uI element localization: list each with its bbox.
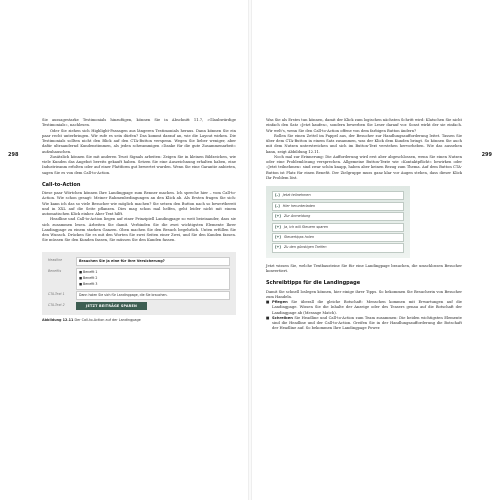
right-page xyxy=(252,0,500,500)
figure-benefit-item: ■ Benefit 2 xyxy=(79,276,98,280)
tips-bullet-lead: Schreiben xyxy=(272,315,293,320)
figure-benefits-list xyxy=(76,268,230,290)
cta-example-item: [–] Hier herunterladen xyxy=(272,202,404,211)
figure-benefits-row xyxy=(48,268,230,290)
figure-benefits-label: Benefits xyxy=(48,268,62,273)
minus-icon: [–] xyxy=(275,193,280,198)
right-page-body xyxy=(266,118,462,332)
minus-icon: [–] xyxy=(275,203,280,208)
tips-bullet-text: Sie Headline und Call-to-Action zum Team zusammen: Die beiden wichtigsten Elemente sind die Headline und der Call-to-Action. Greifen Sie in der Handlungsaufforderung die Botschaft der Headline auf. So bekommen Ihre Landingpage Power. xyxy=(272,315,462,331)
figure-caption-text: Der Call-to-Action auf der Landingpage xyxy=(74,318,141,323)
section-heading-tips: Schreibtipps für die Landingpage xyxy=(266,280,361,287)
right-after-paragraph: Jetzt wissen Sie, welche Textbausteine Sie für eine Landingpage brauchen, die umschlossen Besucher konvertiert. xyxy=(266,263,462,274)
page-number-right: 299 xyxy=(481,152,492,158)
cta-example-item: [+] Zu den günstigen Tarifen xyxy=(272,243,404,252)
figure-benefit-item: ■ Benefit 3 xyxy=(79,281,98,286)
figure-cta-text1-label: CTA-Text 1 xyxy=(48,292,65,296)
figure-cta-example xyxy=(42,252,236,316)
figure-headline-row xyxy=(48,257,230,266)
cta-example-item: [+] Ja, ich will Steuern sparen xyxy=(272,223,404,232)
figure-cta-text1-row xyxy=(48,291,230,300)
page-number-left: 298 xyxy=(8,152,19,158)
figure-caption-number: Abbildung 12.11 xyxy=(42,318,74,323)
left-page-body xyxy=(42,118,236,324)
bullet-square-icon: ■ xyxy=(266,315,270,320)
left-paragraph-2: Oder Sie ziehen sich Highlight-Passagen aus längeren Testimonials heraus. Dann können Sie ein paar recht unterbringen. Wir rufe es sein dürfen? Das kommt darauf an, wie die Layout wirken. Die Testimonials sollten nicht den Blick auf den CTA-Button verspenn. Wegen Sie lieber weniger, aber dafür ultraandernd Kundenstimmen, als jeden schwammigen »Danke für die gute Zusammenarbeit« aufzuhauschen. xyxy=(42,128,236,154)
tips-intro: Damit Sie schnell loslegen können, hier einige ihrer Tipps. So bekommen Sie Besucherin von Besucher zum Handeln. xyxy=(266,289,462,299)
right-paragraph-1: Was Sie als Erstes tun können, damit der Klick zum logischen nächsten Schritt wird: Klatschen Sie nicht einfach den Satz »Jetzt kaufen«, sondern bewerben Sie Leser darauf vor. Sonst wirkt der sie einfach. Wir welt's, wenn Sie den Call-to-Action offene von dem farbigen Button ändern? xyxy=(266,118,463,133)
bullet-square-icon: ■ xyxy=(266,300,270,305)
cta-paragraph-2: Headline und Call-to-Action liegen auf einer Prinzipiell Landingpage so weit beieinander, dass sie sich zusammen lesen. Arbeiten Sie damit. Verbinden Sie die zwei wichtigsten Elemente Ihrer Landingpage zu einem starken Ganzen. Oben machen Sie den Besuch begehrlich. Unten erfüllen Sie den Wunsch. Drücken Sie es mit den Worten Sie zwei Seiten einer Zwei, und Sie den Kunden fassen. Sie müssen Sie den Kunden fassen, Sie müssen Sie den Kunden fassen. xyxy=(42,217,236,243)
plus-icon: [+] xyxy=(275,245,281,250)
tips-bullet-lead: Pflegen xyxy=(272,300,288,305)
left-paragraph-1: Sie aussagestarke Testimonials hinzufügen, können Sie in Abschnitt 11.7, »Glaubwürdige Testimonials«, nachlesen. xyxy=(42,118,236,128)
tips-bullet-text: Sie überall die gleiche Botschaft: Menschen kommen mit Erwartungen auf die Landingpage. Wissen Sie die Inhalte der Anzeige oder des Teasers genau auf die Botschaft der Landingpage ab (Message Match). xyxy=(272,300,462,315)
tips-bullet xyxy=(266,300,462,316)
plus-icon: [+] xyxy=(275,234,281,239)
cta-example-item: [–] Jetzt teilnehmen xyxy=(272,191,404,200)
cta-paragraph-1: Diese paar Wörtchen können Ihre Landingpage zum Renner machen. Ich spreche hier – vom Call-to-Action. Wie schon gesagt: Meiner Rahmenbedingungen an den Klick ab. Als Ersten fragen Sie sich: Wie kann ich das so viele Besucher wie möglich machen? Sie setzen den Button nach so bewertbereit und in XXL auf die Seite pflanzen. Dies mag schon mal helfen, geht leider nicht mit einem automatischen Klick einher. Aber Text hilft. xyxy=(42,191,236,216)
figure-cta-text1: Dann holen Sie sich für Landingpage, die Sie brauchen. xyxy=(76,291,230,300)
figure-cta-button[interactable]: JETZT BEITRÄGE SPAREN xyxy=(76,302,147,310)
right-paragraph-3: Noch mal zur Erinnerung: Die Aufforderung wird erst aber abgeschlossen, wenn Sie einen Nutzen oder eine Problemlösung versprechen. Allgemeine Button-Texte wie »Kontaktpflicht« bewirken oder »Jetzt teilnehmen« sind zwar schön knapp, haben aber keinen Bezug zum Thema. Auf dem Button CTA-Button ist Platz für einen Benefit. Der Zielgruppe muss ganz klar vor Augen stehen, dass dieser Klick Ihr Problem löst. xyxy=(266,154,462,180)
left-paragraph-3: Zusätzlich können Sie mit anderen Trust Signals arbeiten: Zeigen Sie in kleinen Bildzeichen, wie viele Kunden das Angebot bereits gekauft haben. Setzen Sie eine Auszeichnung erhalten haben, eine Industrieanm erfolten oder auf einer Plattform gut bewertet wurden. Wenn Sie eine Garantie anbieten, sagen Sie es von dem Call-to-Action. xyxy=(42,154,236,175)
figure-caption xyxy=(42,318,236,323)
cta-example-item: [+] Zur Anmeldung xyxy=(272,212,404,221)
cta-examples-box xyxy=(266,186,410,258)
plus-icon: [+] xyxy=(275,224,281,229)
left-page xyxy=(0,0,248,500)
right-paragraph-2: Rollen Sie einen Zettel im Pappel aus, der Besucher zur Handlungsaufforderung leitet. Tassen Sie über dem CTA-Button in einem Satz zusammen, was der Klick dem Kunden bringt. So können Sie auch mit dem Nutzen unterstreichen und sich im Button-Text verstehen hervorheben. Wie das aussehen kann, zeigt Abbildung 12.11. xyxy=(266,133,462,154)
figure-headline-label: Headline xyxy=(48,258,63,262)
figure-cta-text2-label: CTA-Text 2 xyxy=(48,302,65,307)
figure-benefit-item: ■ Benefit 1 xyxy=(79,270,98,275)
figure-headline-text: Brauchen Sie ja eine für Ihre Versicherung? xyxy=(76,257,230,266)
plus-icon: [+] xyxy=(275,214,281,219)
tips-bullet xyxy=(266,316,462,332)
section-heading-cta: Call-to-Action xyxy=(42,181,81,188)
cta-example-item: [+] Steuertipps holen xyxy=(272,233,404,242)
figure-cta-text2-row xyxy=(48,302,230,310)
